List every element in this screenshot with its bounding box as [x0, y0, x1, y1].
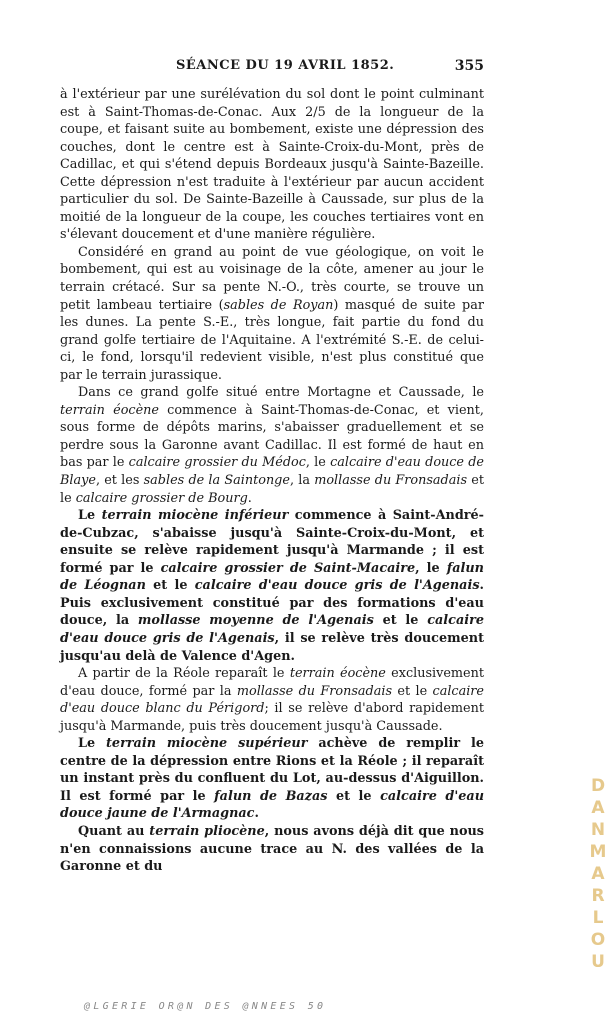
page-header: [60, 58, 484, 82]
text-run: Le: [78, 508, 102, 524]
paragraph: [60, 384, 484, 507]
text-run: ) masqué de suite par les dunes. La pente S.-E., très longue, fait partie du fond du grand golfe tertiaire de l'Aquitaine. A l'extrémité S.-E. de celui-ci, le fond, lorsqu'il redevient visible, n'est plus constitué que par le terrain jurassique.: [60, 297, 484, 383]
text-run: et le: [373, 613, 428, 629]
text-run: .: [247, 490, 252, 506]
text-run: exclusivement d'eau douce, formé par la: [60, 666, 484, 699]
text-run: Quant au: [78, 823, 150, 839]
italic-term: mollasse du Fronsadais: [236, 683, 393, 699]
text-run: achève de remplir le centre de la dépression entre Rions et la Réole ; il reparaît un instant près du confluent du Lot, au-dessus d'Aiguillon. Il est formé par le: [60, 736, 484, 804]
text-run: Dans ce grand golfe situé entre Mortagne et Caussade, le: [78, 385, 484, 401]
text-run: et le: [392, 683, 433, 699]
italic-term: calcaire grossier du Médoc: [128, 455, 306, 471]
italic-term: mollasse moyenne de l'Agenais: [137, 613, 374, 629]
text-run: ; il se relève d'abord rapidement jusqu'à Marmande, puis très doucement jusqu'à Caussade.: [60, 701, 484, 734]
italic-term: falun de Bazas: [214, 788, 328, 804]
italic-term: terrain miocène supérieur: [106, 736, 308, 752]
paragraph: [60, 823, 484, 876]
italic-term: sables de Royan: [223, 297, 334, 313]
italic-term: calcaire d'eau douce blanc du Périgord: [60, 683, 484, 717]
watermark: DANMARLOU: [588, 776, 608, 974]
paragraph: [60, 86, 484, 244]
page-number: 355: [454, 58, 484, 74]
italic-term: falun de Léognan: [60, 560, 484, 594]
italic-term: sables de la Saintonge: [143, 473, 290, 489]
italic-term: calcaire grossier de Saint-Macaire: [160, 560, 416, 576]
text-run: et le: [60, 473, 484, 506]
text-run: , le: [305, 455, 331, 471]
text-run: , et les: [95, 473, 144, 489]
paragraph: [60, 665, 484, 735]
italic-term: mollasse du Fronsadais: [314, 473, 468, 489]
text-run: et le: [145, 578, 195, 594]
footer-credit: @LGERIE OR@N DES @NNEES 50: [84, 1001, 327, 1012]
text-run: commence à Saint-Thomas-de-Conac, et vient, sous forme de dépôts marins, s'abaisser graduellement et se perdre sous la Garonne avant Cadillac. Il est formé de haut en bas par le: [60, 402, 484, 471]
text-run: , la: [289, 473, 315, 489]
text-run: A partir de la Réole reparaît le: [78, 666, 290, 682]
italic-term: terrain miocène inférieur: [101, 508, 289, 524]
italic-term: terrain éocène: [289, 666, 386, 682]
italic-term: calcaire d'eau douce de Blaye: [60, 455, 484, 489]
text-run: . Puis exclusivement constitué par des formations d'eau douce, la: [60, 578, 484, 629]
italic-term: calcaire grossier de Bourg: [75, 490, 248, 506]
text-run: Considéré en grand au point de vue géologique, on voit le bombement, qui est au voisinage de la côte, amener au jour le terrain crétacé. Sur sa pente N.-O., très courte, se trouve un petit lambeau tertiaire (: [60, 244, 484, 313]
text-run: commence à Saint-André-de-Cubzac, s'abaisse jusqu'à Sainte-Croix-du-Mont, et ensuite se relève rapidement jusqu'à Marmande ; il est formé par le: [60, 508, 484, 576]
italic-term: terrain éocène: [60, 402, 159, 418]
text-run: .: [254, 806, 259, 822]
text-run: Le: [78, 736, 107, 752]
paragraph: [60, 507, 484, 665]
italic-term: terrain pliocène: [149, 823, 265, 839]
italic-term: calcaire d'eau douce jaune de l'Armagnac: [60, 788, 484, 822]
italic-term: calcaire d'eau douce gris de l'Agenais: [60, 613, 484, 646]
paragraph: [60, 735, 484, 823]
text-run: , nous avons déjà dit que nous n'en connaissions aucune trace au N. des vallées de la Garonne et du: [60, 823, 484, 875]
paragraph: [60, 244, 484, 384]
text-run: à l'extérieur par une surélévation du sol dont le point culminant est à Saint-Thomas-de-Conac. Aux 2/5 de la longueur de la coupe, et faisant suite au bombement, existe une dépression des couches, dont le centre est à Sainte-Croix-du-Mont, près de Cadillac, et qui s'étend depuis Bordeaux jusqu'à Sainte-Bazeille. Cette dépression n'est traduite à l'extérieur par aucun accident particulier du sol. De Sainte-Bazeille à Caussade, sur plus de la moitié de la longueur de la coupe, les couches tertiaires vont en s'élevant doucement et d'une manière régulière.: [60, 87, 484, 243]
text-run: , le: [415, 560, 447, 576]
running-title: SÉANCE DU 19 AVRIL 1852.: [176, 58, 395, 73]
text-run: et le: [327, 788, 381, 804]
text-run: , il se relève très doucement jusqu'au delà de Valence d'Agen.: [60, 630, 484, 664]
body-text: [60, 86, 484, 876]
italic-term: calcaire d'eau douce gris de l'Agenais: [194, 578, 480, 594]
